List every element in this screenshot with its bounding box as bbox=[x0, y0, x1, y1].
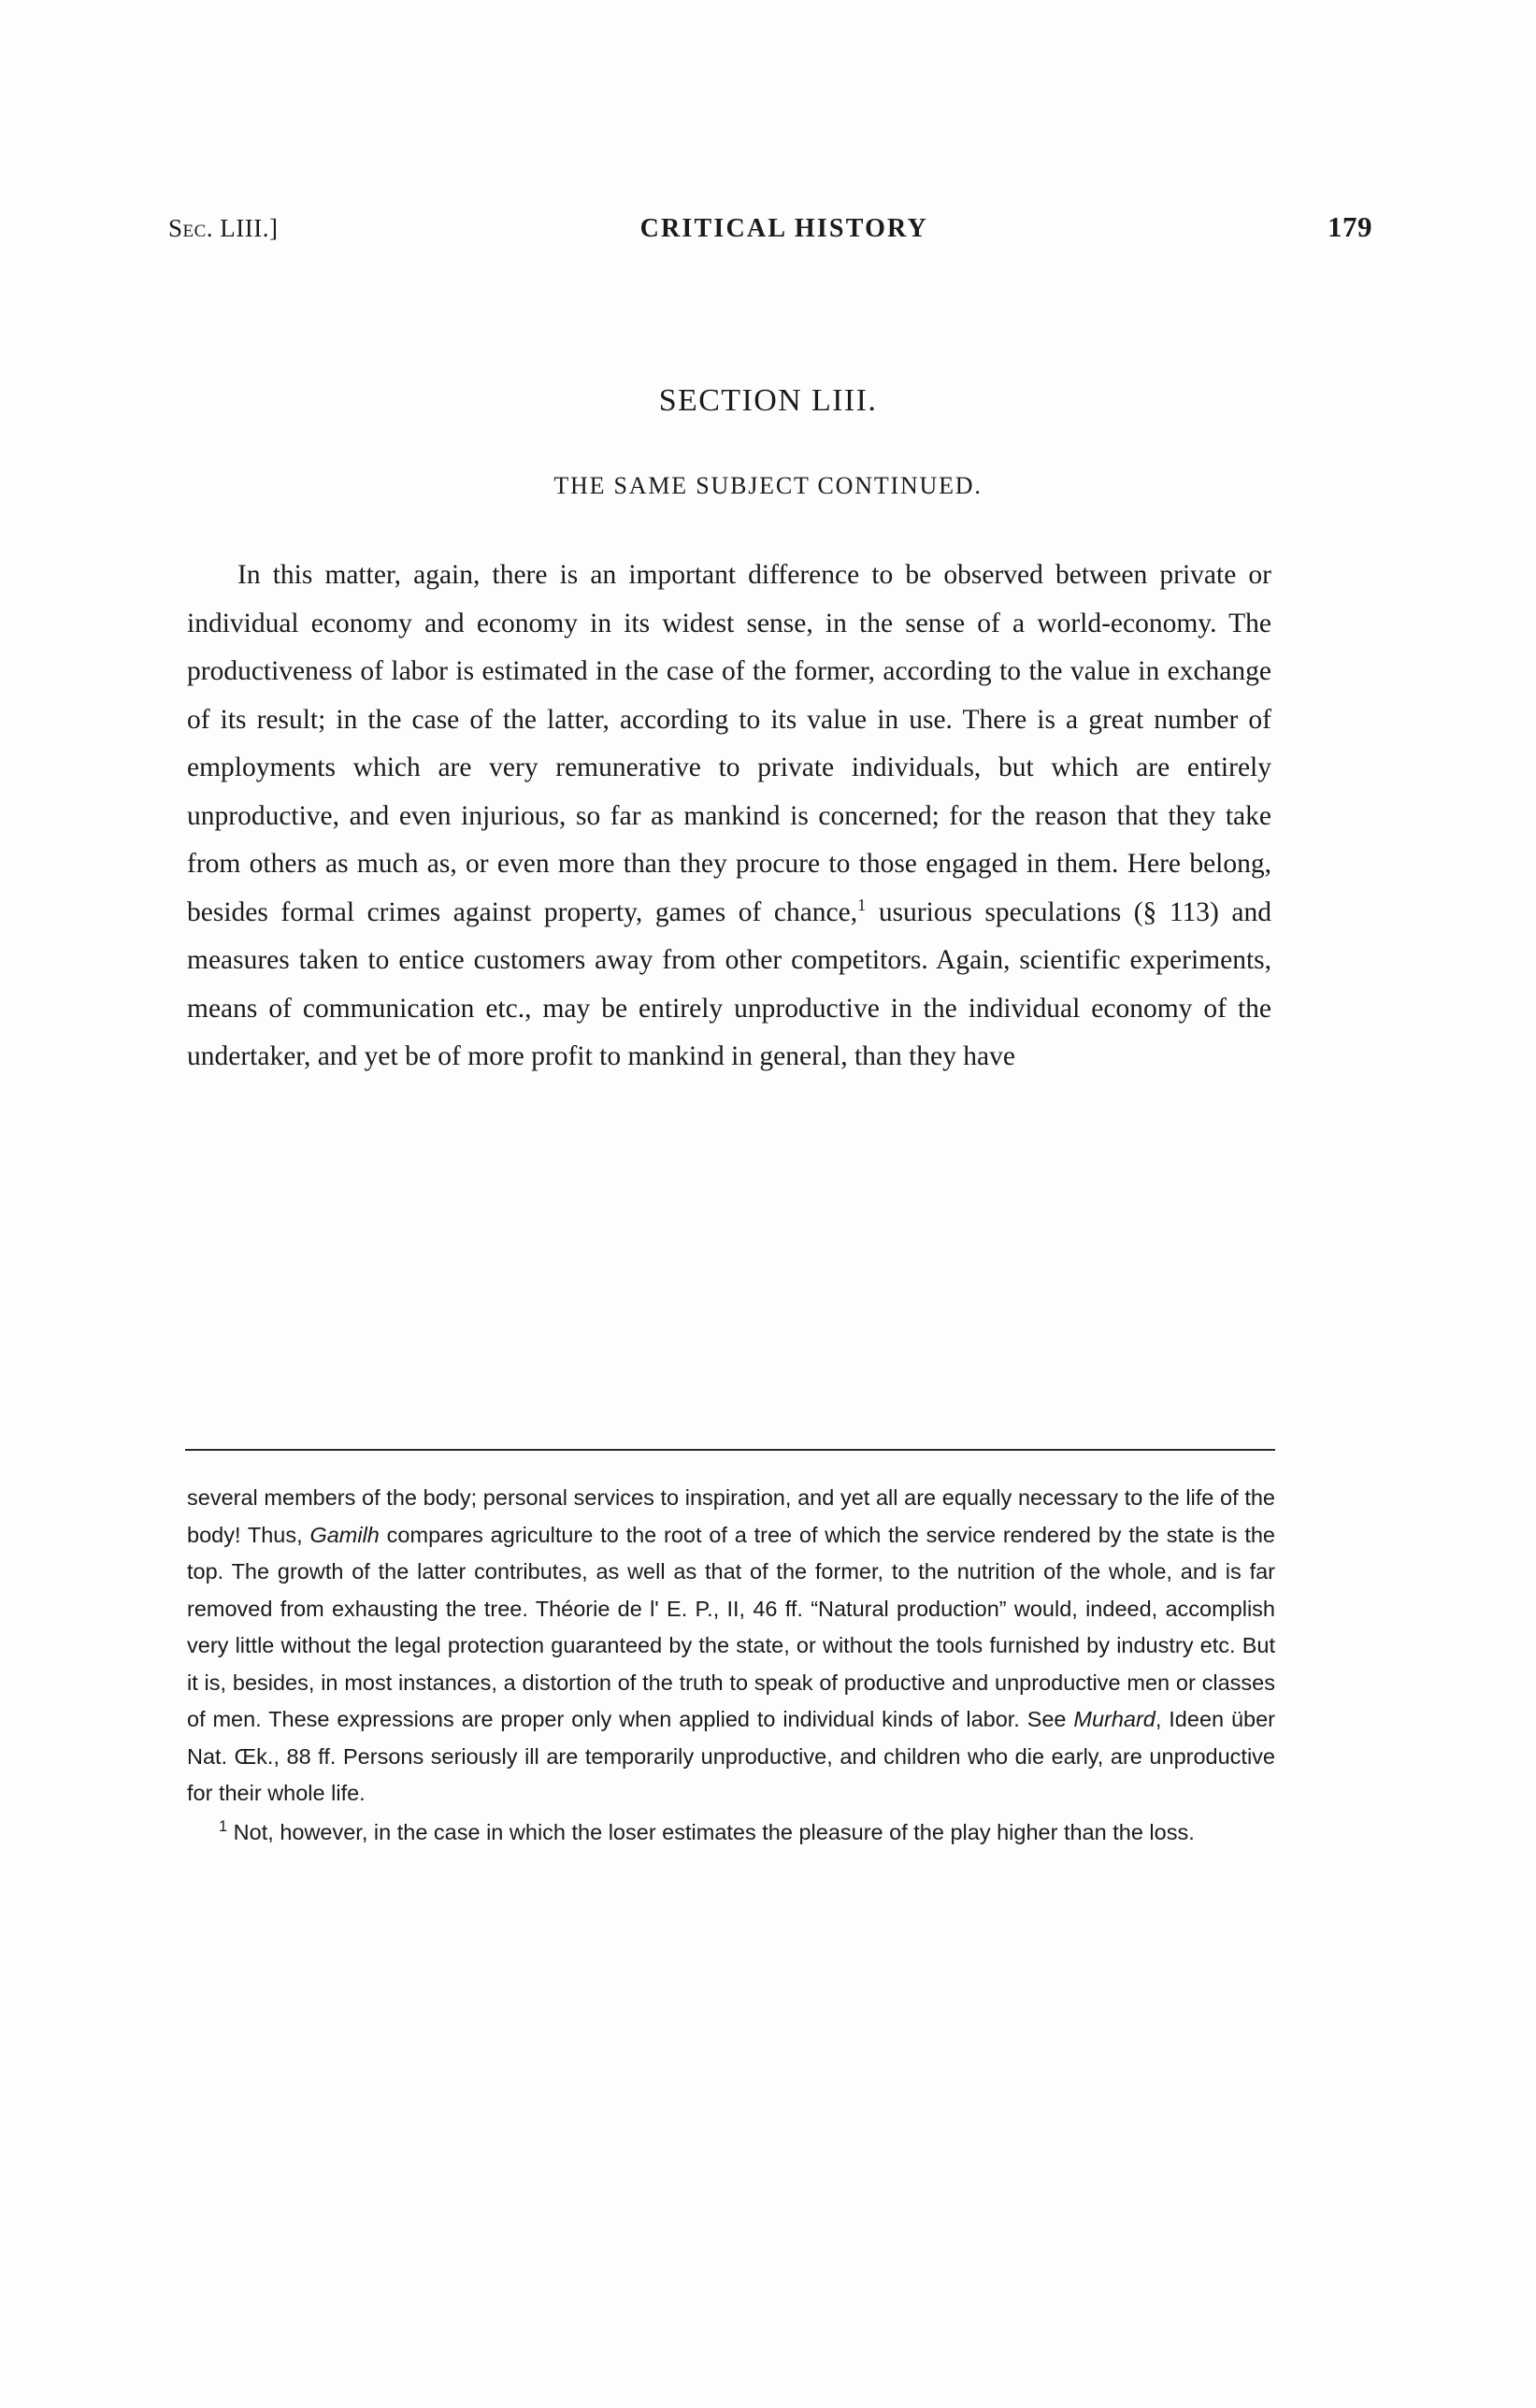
body-paragraph bbox=[187, 552, 1271, 1082]
body-text bbox=[187, 552, 1271, 1082]
footnote-divider bbox=[185, 1449, 1275, 1451]
section-title: SECTION LIII. bbox=[658, 383, 878, 418]
page-number: 179 bbox=[1328, 210, 1372, 243]
footnote-reference: 1 bbox=[857, 895, 867, 914]
footnote-continued-part-2: compares agriculture to the root of a tree of which the service rendered by the state is the top. The growth of the latter contributes, as well as that of the former, to the nutrition of the whole, and is far removed from exhausting the tree. Théorie de l' E. P., II, 46 ff. “Natural production” would, indeed, accomplish very little without the legal protection guaranteed by the state, or without the tools furnished by industry etc. But it is, besides, in most instances, a distortion of the truth to speak of productive and unproductive men or classes of men. These expressions are proper only when applied to individual kinds of labor. See bbox=[187, 1522, 1275, 1731]
footnote-continued-part-1: several members of the body; personal services to inspiration, and yet all are equally necessary to the life of the body! Thus, bbox=[187, 1485, 1275, 1547]
section-subtitle: THE SAME SUBJECT CONTINUED. bbox=[553, 472, 983, 499]
footnote-continued bbox=[187, 1480, 1275, 1813]
body-paragraph-part-2: usurious speculations (§ 113) and measures taken to entice customers away from other competitors. Again, scientific experiments, means of communication etc., may be entirely unproductive in the individual economy of the undertaker, and yet be of more profit to mankind in general, than they have bbox=[187, 896, 1271, 1071]
footnote-item-1 bbox=[187, 1814, 1275, 1852]
footnote-marker-1: 1 bbox=[219, 1817, 228, 1835]
footnote-citation-gamilh: Gamilh bbox=[309, 1522, 380, 1547]
body-paragraph-part-1: In this matter, again, there is an important difference to be observed between private or individual economy and economy in its widest sense, in the sense of a world-economy. The productiveness of labor is estimated in the case of the former, according to the value in exchange of its result; in the case of the latter, according to its value in use. There is a great number of employments which are very remunerative to private individuals, but which are entirely unproductive, and even injurious, so far as mankind is concerned; for the reason that they take from others as much as, or even more than they procure to those engaged in them. Here belong, besides formal crimes against property, games of chance, bbox=[187, 560, 1271, 927]
footnote-block bbox=[187, 1480, 1275, 1851]
running-head bbox=[168, 210, 1372, 253]
running-head-left: Sec. LIII.] bbox=[168, 214, 279, 242]
footnote-continued-part-3: , Ideen über Nat. Œk., 88 ff. Persons seriously ill are temporarily unproductive, and children who die early, are unproductive for their whole life. bbox=[187, 1707, 1275, 1805]
running-head-title: CRITICAL HISTORY bbox=[639, 214, 928, 243]
footnote-text-1: Not, however, in the case in which the loser estimates the pleasure of the play higher than the loss. bbox=[227, 1819, 1195, 1844]
footnote-citation-murhard: Murhard bbox=[1073, 1707, 1156, 1731]
